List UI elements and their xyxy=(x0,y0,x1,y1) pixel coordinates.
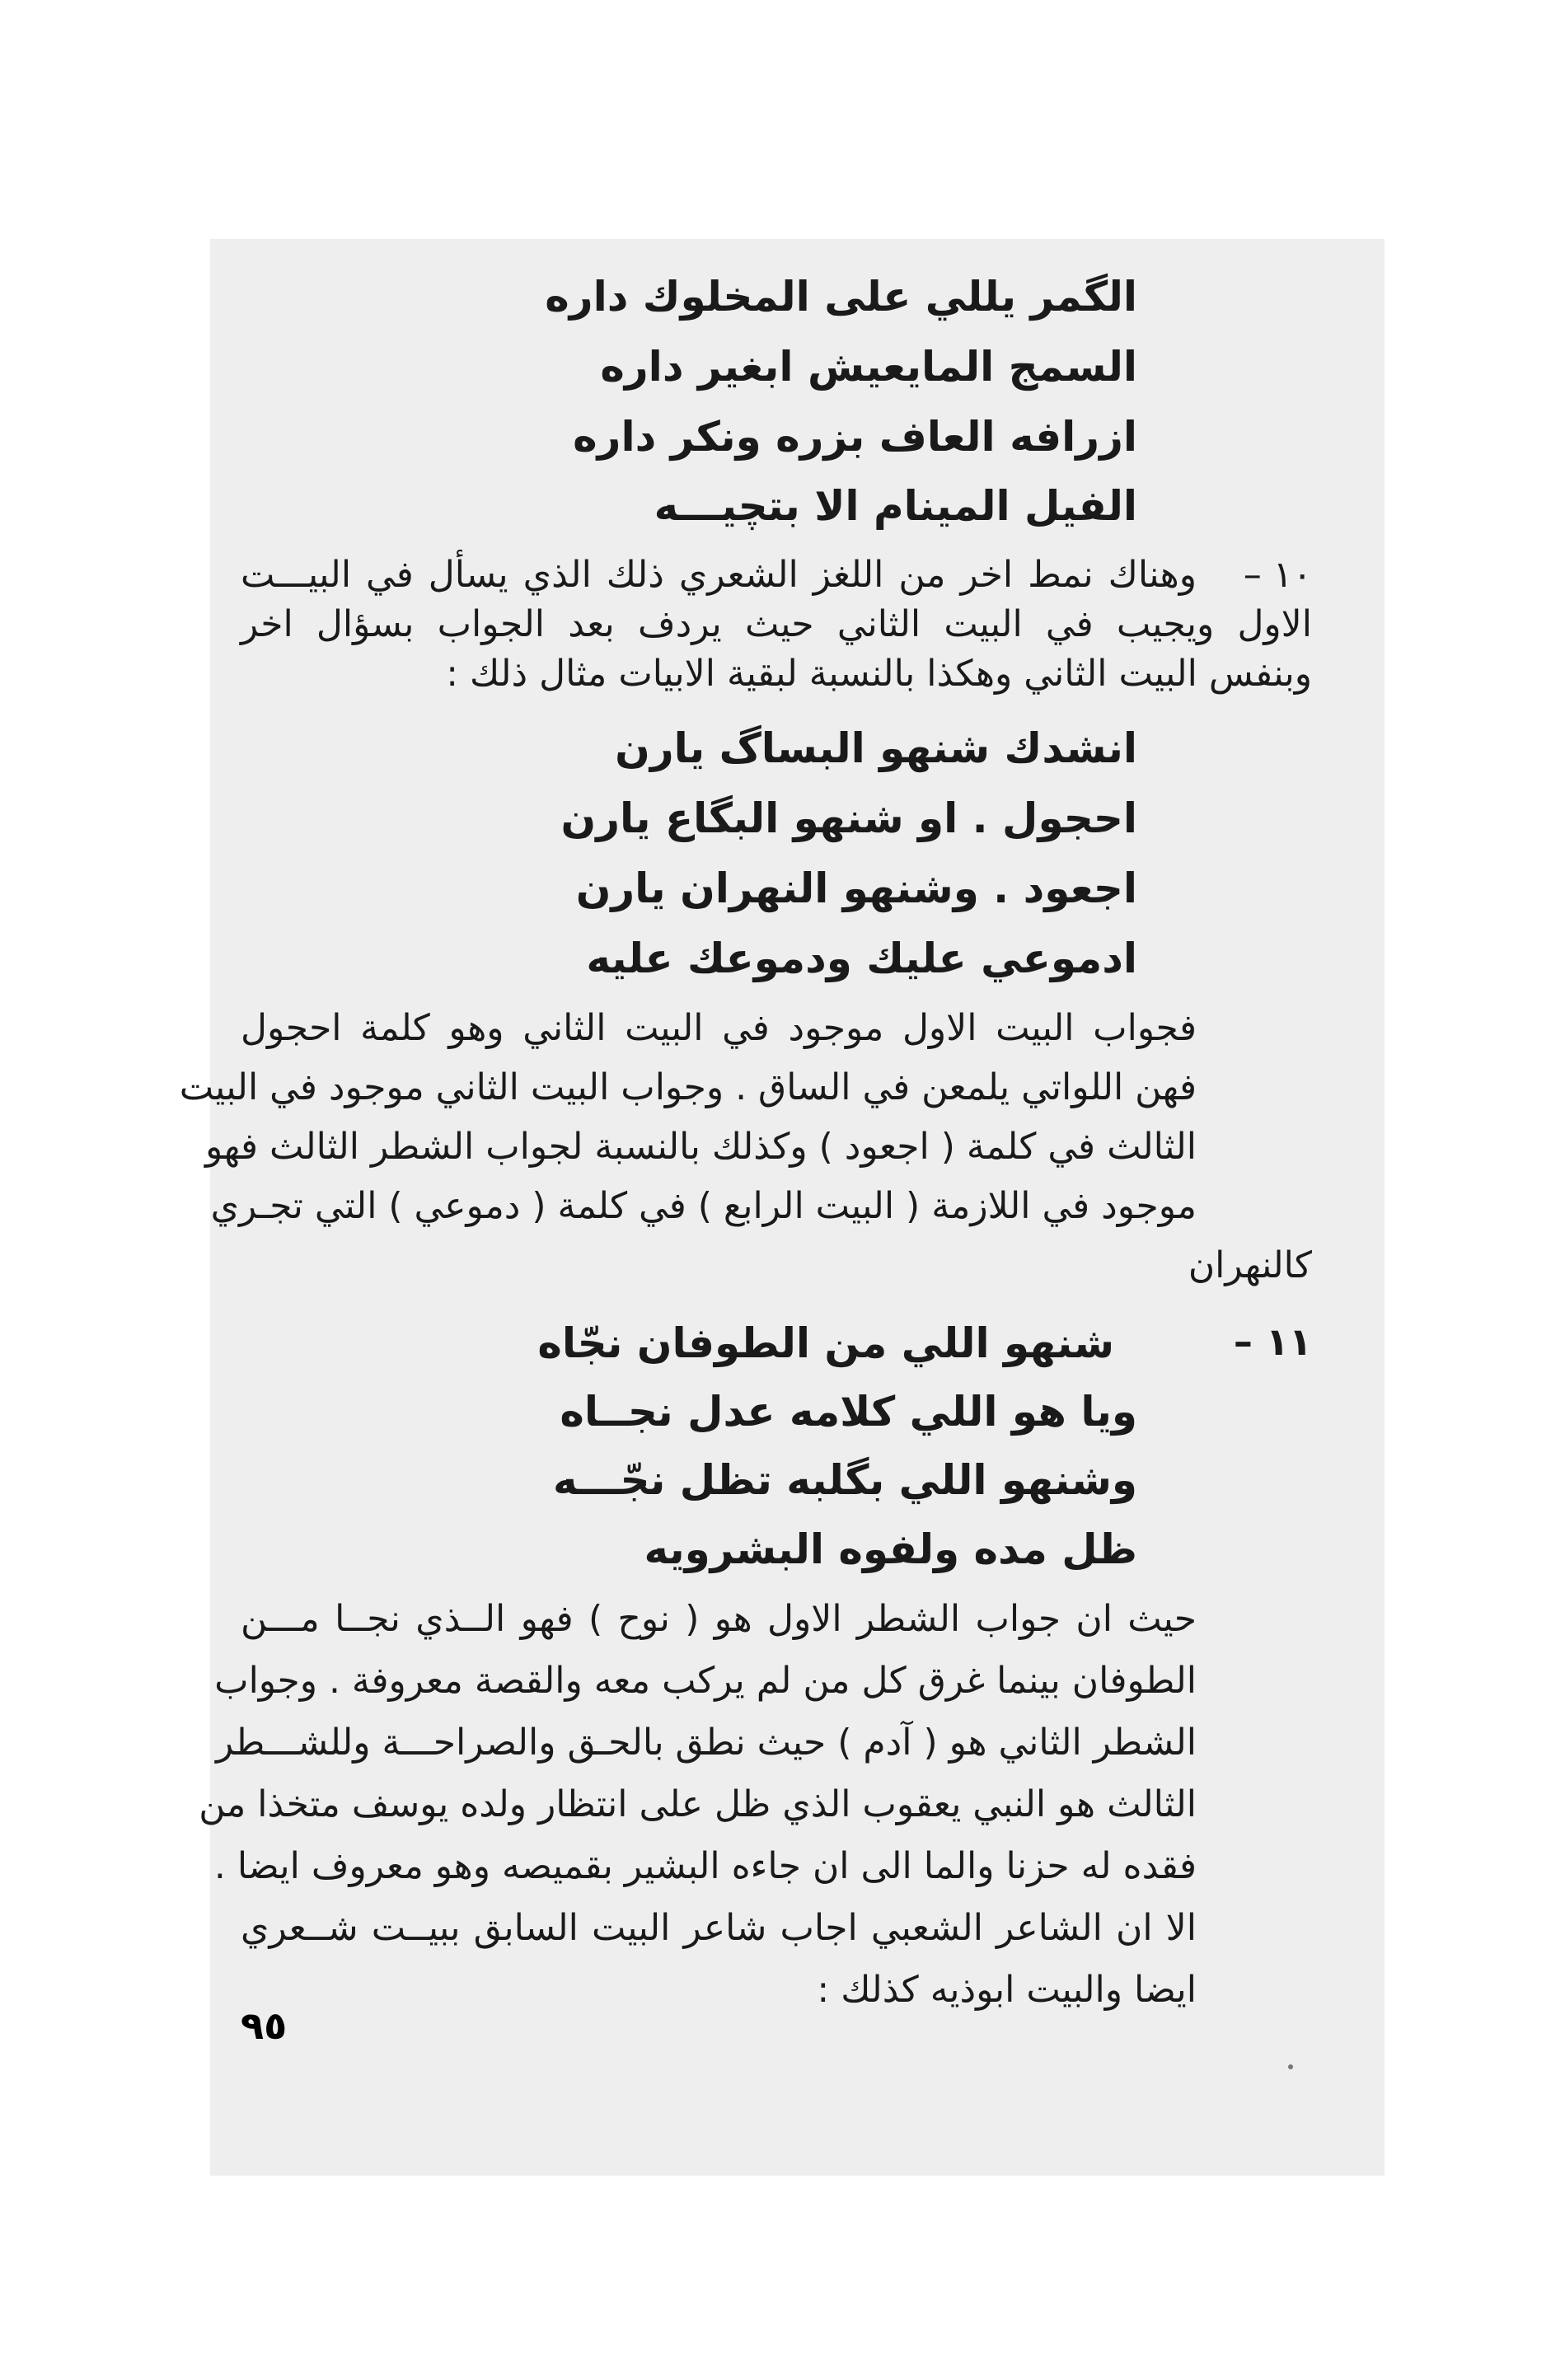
paragraph-line: ايضا والبيت ابوذيه كذلك : xyxy=(817,1969,1197,2011)
verse-line: ظل مده ولفوه البشرويه xyxy=(644,1525,1137,1573)
paragraph-line: الثالث هو النبي يعقوب الذي ظل على انتظار ولده يوسف متخذا من xyxy=(199,1783,1197,1825)
paragraph-line: فقده له حزنا والما الى ان جاءه البشير بقميصه وهو معروف ايضا . xyxy=(213,1845,1197,1887)
verse-line: اجعود . وشنهو النهران يارن xyxy=(575,864,1137,912)
paragraph-line: الطوفان بينما غرق كل من لم يركب معه والقصة معروفة . وجواب xyxy=(214,1660,1197,1702)
paragraph-line: كالنهران xyxy=(1188,1244,1312,1286)
paragraph-line: وبنفس البيت الثاني وهكذا بالنسبة لبقية الابيات مثال ذلك : xyxy=(446,653,1312,695)
item-number: ١٠ – xyxy=(1243,554,1312,596)
verse-line: ادموعي عليك ودموعك عليه xyxy=(586,935,1137,982)
verse-line: السمج المايعيش ابغير داره xyxy=(600,343,1137,391)
page-number: ٩٥ xyxy=(241,2003,288,2048)
paragraph-line: فهن اللواتي يلمعن في الساق . وجواب البيت الثاني موجود في البيت xyxy=(179,1066,1197,1108)
verse-line: شنهو اللي من الطوفان نجّاه xyxy=(537,1319,1114,1367)
scan-speck xyxy=(1288,2064,1293,2069)
paragraph-line: الشطر الثاني هو ( آدم ) حيث نطق بالحـق والصراحـــة وللشـــطر xyxy=(216,1722,1197,1764)
verse-line: ويا هو اللي كلامه عدل نجــاه xyxy=(560,1388,1137,1436)
verse-line: الگمر يللي على المخلوك داره xyxy=(545,273,1137,321)
paragraph-line: حيث ان جواب الشطر الاول هو ( نوح ) فهو الــذي نجــا مـــن xyxy=(241,1598,1197,1640)
verse-line: احجول . او شنهو البگاع يارن xyxy=(560,794,1137,842)
verse-line: الفيل المينام الا بتچيـــه xyxy=(654,482,1137,530)
item-number: ١١ – xyxy=(1233,1319,1312,1364)
paragraph-line: وهناك نمط اخر من اللغز الشعري ذلك الذي يسأل في البيـــت xyxy=(241,554,1197,596)
verse-line: ازرافه العاف بزره ونكر داره xyxy=(573,413,1137,461)
paragraph-line: الا ان الشاعر الشعبي اجاب شاعر البيت السابق ببيــت شــعري xyxy=(241,1907,1197,1949)
paragraph-line: موجود في اللازمة ( البيت الرابع ) في كلمة ( دموعي ) التي تجـري xyxy=(210,1185,1197,1227)
verse-line: وشنهو اللي بگلبه تظل نجّـــه xyxy=(552,1456,1137,1504)
verse-line: انشدك شنهو البساگ يارن xyxy=(615,724,1137,772)
paragraph-line: فجواب البيت الاول موجود في البيت الثاني وهو كلمة احجول xyxy=(241,1007,1197,1049)
paragraph-line: الثالث في كلمة ( اجعود ) وكذلك بالنسبة لجواب الشطر الثالث فهو xyxy=(205,1126,1197,1168)
paragraph-line: الاول ويجيب في البيت الثاني حيث يردف بعد الجواب بسؤال اخر xyxy=(241,603,1312,645)
